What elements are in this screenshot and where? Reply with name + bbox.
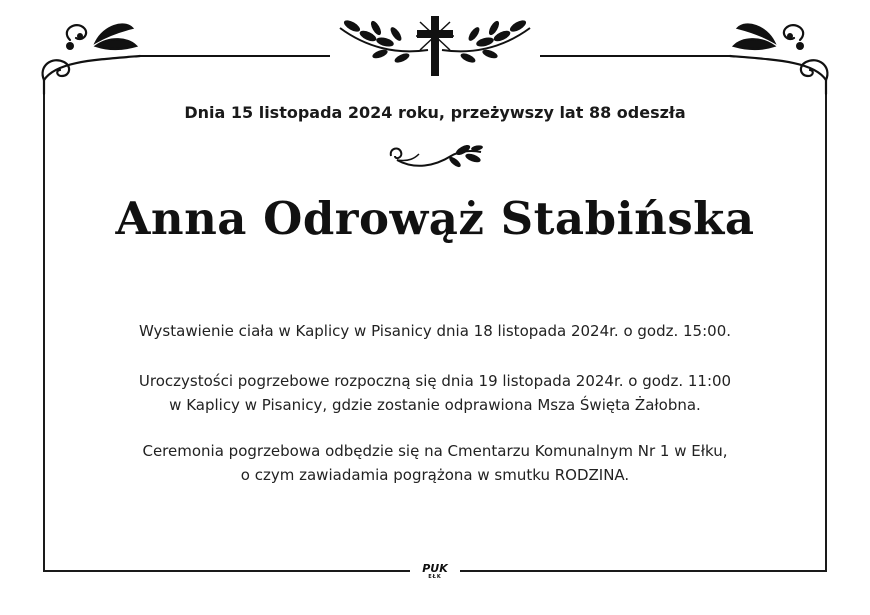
floral-scroll-icon — [43, 24, 140, 94]
burial-line-2: o czym zawiadamia pogrążona w smutku RODZINA. — [240, 466, 630, 484]
top-ornament — [0, 0, 870, 100]
ceremony-info — [0, 369, 870, 417]
viewing-info — [0, 319, 870, 343]
deceased-name: Anna Odrowąż Stabińska — [115, 192, 755, 245]
puk-logo — [410, 563, 460, 580]
burial-info — [0, 439, 870, 487]
logo-main: PUK — [422, 562, 448, 575]
floral-scroll-icon — [730, 24, 827, 94]
viewing-line: Wystawienie ciała w Kaplicy w Pisanicy dnia 18 listopada 2024r. o godz. 15:00. — [138, 322, 732, 340]
olive-sprig-icon — [385, 140, 485, 174]
intro-line: Dnia 15 listopada 2024 roku, przeżywszy lat 88 odeszła — [184, 103, 686, 122]
burial-line-1: Ceremonia pogrzebowa odbędzie się na Cmentarzu Komunalnym Nr 1 w Ełku, — [142, 442, 728, 460]
ceremony-line-2: w Kaplicy w Pisanicy, gdzie zostanie odprawiona Msza Święta Żałobna. — [169, 396, 701, 414]
cross-with-olive-branches-icon — [340, 16, 530, 76]
ceremony-line-1: Uroczystości pogrzebowe rozpoczną się dnia 19 listopada 2024r. o godz. 11:00 — [138, 372, 732, 390]
logo-sub: EŁK — [428, 574, 442, 580]
